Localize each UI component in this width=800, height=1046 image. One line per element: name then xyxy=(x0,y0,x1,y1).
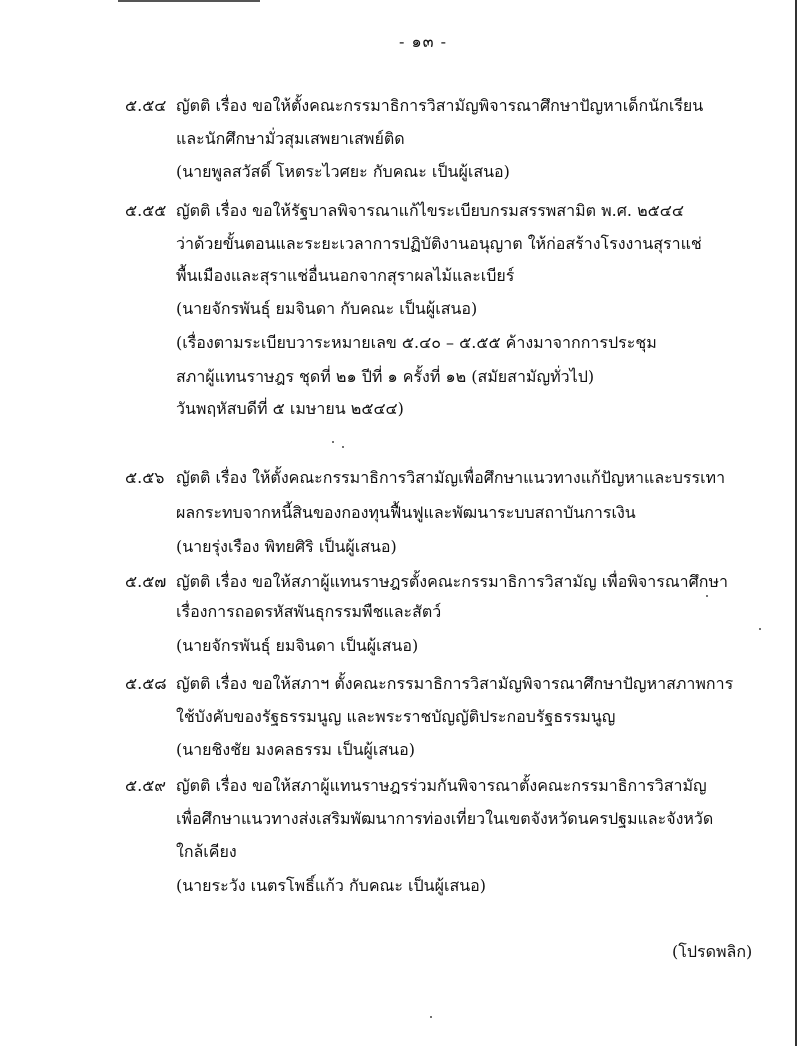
item-title-line: และนักศึกษามั่วสุมเสพยาเสพย์ติด xyxy=(176,129,405,148)
item-title-line: ญัตติ เรื่อง ขอให้รัฐบาลพิจารณาแก้ไขระเบียบกรมสรรพสามิต พ.ศ. ๒๕๔๔ xyxy=(176,201,684,220)
item-title-line: ญัตติ เรื่อง ขอให้สภาผู้แทนราษฎรร่วมกันพิจารณาตั้งคณะกรรมาธิการวิสามัญ xyxy=(176,776,707,795)
scan-speck xyxy=(342,446,344,448)
scan-speck xyxy=(332,441,334,443)
item-title-line: เรื่องการถอดรหัสพันธุกรรมพืชและสัตว์ xyxy=(176,602,442,621)
scan-speck xyxy=(706,595,708,597)
item-proposer: (นายพูลสวัสดิ์ โหตระไวศยะ กับคณะ เป็นผู้เสนอ) xyxy=(176,162,510,181)
item-number: ๕.๕๖ xyxy=(125,468,165,487)
item-note-line: สภาผู้แทนราษฎร ชุดที่ ๒๑ ปีที่ ๑ ครั้งที่ ๑๒ (สมัยสามัญทั่วไป) xyxy=(176,367,595,386)
item-title-line: เพื่อศึกษาแนวทางส่งเสริมพัฒนาการท่องเที่ยวในเขตจังหวัดนครปฐมและจังหวัด xyxy=(176,809,714,828)
item-number: ๕.๕๘ xyxy=(125,674,167,693)
item-proposer: (นายจักรพันธุ์ ยมจินดา เป็นผู้เสนอ) xyxy=(176,636,419,655)
item-title-line: ญัตติ เรื่อง ขอให้สภาผู้แทนราษฎรตั้งคณะกรรมาธิการวิสามัญ เพื่อพิจารณาศึกษา xyxy=(176,572,729,591)
item-title-line: พื้นเมืองและสุราแช่อื่นนอกจากสุราผลไม้และเบียร์ xyxy=(176,266,515,285)
item-title-line: ญัตติ เรื่อง ให้ตั้งคณะกรรมาธิการวิสามัญเพื่อศึกษาแนวทางแก้ปัญหาและบรรเทา xyxy=(176,468,726,487)
page-number: - ๑๓ - xyxy=(398,32,448,51)
item-note-line: (เรื่องตามระเบียบวาระหมายเลข ๕.๔๐ – ๕.๕๕ ค้างมาจากการประชุม xyxy=(176,333,657,352)
item-proposer: (นายรุ่งเรือง พิทยศิริ เป็นผู้เสนอ) xyxy=(176,537,397,556)
item-number: ๕.๕๕ xyxy=(125,201,167,220)
item-number: ๕.๕๔ xyxy=(125,96,167,115)
item-title-line: ใช้บังคับของรัฐธรรมนูญ และพระราชบัญญัติประกอบรัฐธรรมนูญ xyxy=(176,707,616,726)
top-rule xyxy=(118,0,260,2)
scan-speck xyxy=(759,628,761,630)
scan-speck xyxy=(430,1016,432,1018)
item-title-line: ใกล้เคียง xyxy=(176,842,237,861)
continue-note: (โปรดพลิก) xyxy=(672,942,753,961)
item-title-line: ญัตติ เรื่อง ขอให้ตั้งคณะกรรมาธิการวิสามัญพิจารณาศึกษาปัญหาเด็กนักเรียน xyxy=(176,96,704,115)
item-proposer: (นายชิงชัย มงคลธรรม เป็นผู้เสนอ) xyxy=(176,740,415,759)
item-number: ๕.๕๗ xyxy=(125,572,167,591)
item-proposer: (นายระวัง เนตรโพธิ์แก้ว กับคณะ เป็นผู้เสนอ) xyxy=(176,876,487,895)
item-number: ๕.๕๙ xyxy=(125,776,167,795)
item-proposer: (นายจักรพันธุ์ ยมจินดา กับคณะ เป็นผู้เสนอ) xyxy=(176,299,478,318)
item-title-line: ว่าด้วยขั้นตอนและระยะเวลาการปฏิบัติงานอนุญาต ให้ก่อสร้างโรงงานสุราแช่ xyxy=(176,234,702,253)
item-note-line: วันพฤหัสบดีที่ ๕ เมษายน ๒๕๔๔) xyxy=(176,399,404,418)
item-title-line: ญัตติ เรื่อง ขอให้สภาฯ ตั้งคณะกรรมาธิการวิสามัญพิจารณาศึกษาปัญหาสภาพการ xyxy=(176,674,734,693)
page-edge-line xyxy=(795,0,797,1046)
item-title-line: ผลกระทบจากหนี้สินของกองทุนฟื้นฟูและพัฒนาระบบสถาบันการเงิน xyxy=(176,503,636,522)
